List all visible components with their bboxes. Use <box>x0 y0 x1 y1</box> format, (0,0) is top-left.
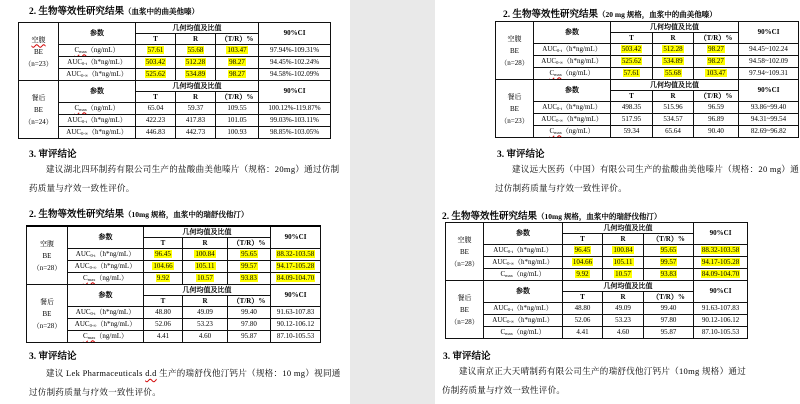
param-cell: $AUC_{0-t}(h*ng/mL)$ <box>68 249 144 261</box>
param-header: 参数 <box>534 80 611 102</box>
reference-header: R <box>183 296 228 307</box>
column-gutter <box>350 0 435 404</box>
ci-value-cell: 84.09-104.70 <box>694 269 748 281</box>
ratio-value-cell: 103.47 <box>694 68 739 80</box>
geo-mean-header: 几何均值及比值 <box>611 80 739 91</box>
ratio-value-cell: 93.83 <box>644 269 694 281</box>
test-value-cell: 104.66 <box>144 261 183 273</box>
table-row <box>446 303 748 315</box>
param-cell: $C_{max}(ng/mL)$ <box>534 68 611 80</box>
geo-mean-header: 几何均值及比值 <box>611 22 739 33</box>
table-row <box>27 331 321 343</box>
reference-header: R <box>603 292 644 303</box>
reference-header: R <box>653 91 694 102</box>
reference-value-cell: 534.89 <box>653 56 694 68</box>
ratio-value-cell: 99.57 <box>228 261 271 273</box>
table-row <box>446 327 748 339</box>
ratio-header: （T/R）% <box>694 91 739 102</box>
section-subtitle: （血浆中的曲美他嗪） <box>124 7 200 16</box>
ci-header: 90%CI <box>694 223 748 245</box>
test-header: T <box>144 238 183 249</box>
ci-header: 90%CI <box>271 226 321 249</box>
table-row <box>19 45 331 57</box>
ratio-value-cell: 96.89 <box>694 114 739 126</box>
ratio-header: （T/R）% <box>216 92 259 103</box>
ci-header: 90%CI <box>271 285 321 307</box>
section-number: 2. <box>29 210 39 220</box>
ratio-value-cell: 97.80 <box>644 315 694 327</box>
table-row <box>27 249 321 261</box>
conclusion-line: 药质量与疗效一致性评价。 <box>29 183 135 193</box>
ratio-value-cell: 98.27 <box>216 69 259 81</box>
reference-value-cell: 10.57 <box>183 273 228 285</box>
ci-header: 90%CI <box>739 22 799 44</box>
ci-value-cell: 82.69~96.82 <box>739 126 799 138</box>
param-cell: $C_{max}(ng/mL)$ <box>68 273 144 285</box>
test-header: T <box>136 92 176 103</box>
section-subtitle: （10mg 规格，血浆中的瑞舒伐他汀） <box>537 212 662 221</box>
be-results-table <box>26 225 321 343</box>
geo-mean-header: 几何均值及比值 <box>136 23 259 34</box>
reference-value-cell: 105.11 <box>603 257 644 269</box>
ci-value-cell: 98.85%-103.05% <box>259 127 331 139</box>
be-results-table <box>495 21 799 138</box>
ci-value-cell: 94.58~102.09 <box>739 56 799 68</box>
reference-value-cell: 10.57 <box>603 269 644 281</box>
ratio-header: （T/R）% <box>644 234 694 245</box>
ci-value-cell: 94.58%-102.09% <box>259 69 331 81</box>
section2-title <box>29 206 248 220</box>
section-number: 2. <box>442 212 452 222</box>
reference-value-cell: 55.68 <box>176 45 216 57</box>
ratio-value-cell: 98.27 <box>694 56 739 68</box>
param-cell: $AUC_{0-\infty}(h*ng/mL)$ <box>68 319 144 331</box>
test-value-cell: 48.80 <box>563 303 603 315</box>
reference-value-cell: 4.60 <box>183 331 228 343</box>
conclusion-line: 仿制药质量与疗效一致性评价。 <box>442 385 566 395</box>
test-value-cell: 57.61 <box>136 45 176 57</box>
group-cell: 餐后 BE （n=28） <box>27 285 68 343</box>
ratio-value-cell: 95.87 <box>228 331 271 343</box>
ci-value-cell: 94.45%-102.24% <box>259 57 331 69</box>
table-row <box>27 307 321 319</box>
ratio-value-cell: 99.57 <box>644 257 694 269</box>
param-cell: $C_{max}(ng/mL)$ <box>68 331 144 343</box>
ci-value-cell: 87.10-105.53 <box>694 327 748 339</box>
section-heading: 生物等效性研究结果 <box>451 212 538 222</box>
ci-value-cell: 97.94~109.31 <box>739 68 799 80</box>
test-header: T <box>144 296 183 307</box>
ci-value-cell: 90.12-106.12 <box>694 315 748 327</box>
table-row <box>19 127 331 139</box>
param-cell: $AUC_{0-t}(h*ng/mL)$ <box>484 245 563 257</box>
param-header: 参数 <box>484 223 563 245</box>
reference-value-cell: 49.09 <box>183 307 228 319</box>
param-cell: $AUC_{0-t}(h*ng/mL)$ <box>59 115 136 127</box>
conclusion-line: 建议湖北四环制药有限公司生产的盐酸曲美他嗪片（规格：20mg）通过仿制 <box>46 164 340 174</box>
reference-value-cell: 512.28 <box>653 44 694 56</box>
table-row <box>19 57 331 69</box>
reference-value-cell: 515.96 <box>653 102 694 114</box>
ratio-header: （T/R）% <box>228 296 271 307</box>
table-row <box>496 56 799 68</box>
group-cell: 空腹 BE （n=28） <box>27 226 68 285</box>
section-number: 2. <box>503 10 513 20</box>
reference-value-cell: 442.73 <box>176 127 216 139</box>
ci-header: 90%CI <box>259 81 331 103</box>
ratio-value-cell: 100.93 <box>216 127 259 139</box>
reference-value-cell: 534.89 <box>176 69 216 81</box>
reference-value-cell: 512.28 <box>176 57 216 69</box>
reference-header: R <box>603 234 644 245</box>
reference-value-cell: 4.60 <box>603 327 644 339</box>
section-trimetazidine-hubei <box>0 0 350 202</box>
param-cell: $AUC_{0-t}(h*ng/mL)$ <box>68 307 144 319</box>
section-number: 2. <box>29 7 39 17</box>
test-value-cell: 48.80 <box>144 307 183 319</box>
test-value-cell: 52.06 <box>144 319 183 331</box>
param-cell: $AUC_{0-\infty}(h*ng/mL)$ <box>484 257 563 269</box>
group-cell: 餐后 BE （n=24） <box>19 81 59 139</box>
reference-header: R <box>176 34 216 45</box>
test-value-cell: 422.23 <box>136 115 176 127</box>
geo-mean-header: 几何均值及比值 <box>144 226 271 238</box>
group-cell: 空腹 BE （n=28） <box>496 22 534 80</box>
param-cell: $C_{max}(ng/mL)$ <box>59 45 136 57</box>
section3-title: 3. 审评结论 <box>497 150 545 160</box>
param-cell: $C_{max}(ng/mL)$ <box>534 126 611 138</box>
table-row <box>496 126 799 138</box>
table-row <box>19 69 331 81</box>
conclusion-line: 建议远大医药（中国）有限公司生产的盐酸曲美他嗪片（规格：20 mg）通 <box>512 164 799 174</box>
test-value-cell: 498.35 <box>611 102 653 114</box>
reference-value-cell: 100.84 <box>183 249 228 261</box>
test-header: T <box>563 234 603 245</box>
ci-value-cell: 88.32-103.58 <box>694 245 748 257</box>
ci-value-cell: 90.12-106.12 <box>271 319 321 331</box>
conclusion-text <box>495 160 799 198</box>
ci-value-cell: 97.94%-109.31% <box>259 45 331 57</box>
test-value-cell: 9.92 <box>144 273 183 285</box>
test-value-cell: 52.06 <box>563 315 603 327</box>
geo-mean-header: 几何均值及比值 <box>563 281 694 292</box>
ratio-value-cell: 99.40 <box>644 303 694 315</box>
table-row <box>446 245 748 257</box>
param-header: 参数 <box>59 81 136 103</box>
ratio-value-cell: 98.27 <box>694 44 739 56</box>
be-results-table <box>18 22 331 139</box>
ci-value-cell: 84.09-104.70 <box>271 273 321 285</box>
group-cell: 餐后 BE （n=23） <box>496 80 534 138</box>
test-value-cell: 96.45 <box>563 245 603 257</box>
section-subtitle: （20 mg 规格，血浆中的曲美他嗪） <box>598 10 717 19</box>
ci-value-cell: 88.32-103.58 <box>271 249 321 261</box>
ratio-value-cell: 93.83 <box>228 273 271 285</box>
ci-value-cell: 94.17-105.28 <box>271 261 321 273</box>
ratio-value-cell: 109.55 <box>216 103 259 115</box>
section-heading: 生物等效性研究结果 <box>512 10 599 20</box>
ratio-value-cell: 95.65 <box>228 249 271 261</box>
ratio-value-cell: 103.47 <box>216 45 259 57</box>
test-value-cell: 525.62 <box>611 56 653 68</box>
param-cell: $AUC_{0-t}(h*ng/mL)$ <box>534 102 611 114</box>
reference-value-cell: 59.37 <box>176 103 216 115</box>
reference-value-cell: 417.83 <box>176 115 216 127</box>
param-header: 参数 <box>68 285 144 307</box>
reference-header: R <box>176 92 216 103</box>
table-row <box>496 44 799 56</box>
test-value-cell: 525.62 <box>136 69 176 81</box>
test-value-cell: 4.41 <box>563 327 603 339</box>
ci-header: 90%CI <box>259 23 331 45</box>
param-cell: $C_{max}(ng/mL)$ <box>484 327 563 339</box>
ci-value-cell: 94.17-105.28 <box>694 257 748 269</box>
group-cell: 空腹 BE （n=28） <box>446 223 484 281</box>
reference-header: R <box>183 238 228 249</box>
ci-header: 90%CI <box>739 80 799 102</box>
reference-value-cell: 65.64 <box>653 126 694 138</box>
ratio-value-cell: 95.65 <box>644 245 694 257</box>
table-row <box>496 68 799 80</box>
test-header: T <box>611 33 653 44</box>
group-cell: 餐后 BE （n=28） <box>446 281 484 339</box>
reference-header: R <box>653 33 694 44</box>
section-trimetazidine-grandpharma <box>435 0 800 202</box>
test-value-cell: 517.95 <box>611 114 653 126</box>
ci-value-cell: 99.03%-103.11% <box>259 115 331 127</box>
param-header: 参数 <box>68 226 144 249</box>
table-row <box>496 114 799 126</box>
conclusion-line: 建议南京正大天晴制药有限公司生产的瑞舒伐他汀钙片（10mg 规格）通过 <box>459 366 746 376</box>
conclusion-line: 过仿制药质量与疗效一致性评价。 <box>29 387 162 397</box>
test-value-cell: 104.66 <box>563 257 603 269</box>
ratio-value-cell: 90.40 <box>694 126 739 138</box>
ci-value-cell: 94.31~99.54 <box>739 114 799 126</box>
table-row <box>27 273 321 285</box>
table-row <box>27 261 321 273</box>
test-header: T <box>611 91 653 102</box>
test-value-cell: 4.41 <box>144 331 183 343</box>
conclusion-text <box>442 362 746 400</box>
section3-title: 3. 审评结论 <box>29 150 77 160</box>
reference-value-cell: 100.84 <box>603 245 644 257</box>
param-header: 参数 <box>484 281 563 303</box>
ci-value-cell: 100.12%-119.87% <box>259 103 331 115</box>
ci-value-cell: 91.63-107.83 <box>694 303 748 315</box>
param-cell: $AUC_{0-t}(h*ng/mL)$ <box>534 44 611 56</box>
group-cell: 空腹 BE （n=23） <box>19 23 59 81</box>
test-value-cell: 503.42 <box>136 57 176 69</box>
param-cell: $AUC_{0-\infty}(h*ng/mL)$ <box>68 261 144 273</box>
geo-mean-header: 几何均值及比值 <box>563 223 694 234</box>
section2-title <box>442 208 661 222</box>
param-cell: $C_{max}(ng/mL)$ <box>59 103 136 115</box>
section-rosuvastatin-lek <box>0 202 350 404</box>
table-row <box>496 102 799 114</box>
ratio-value-cell: 95.87 <box>644 327 694 339</box>
conclusion-line: 过仿制药质量与疗效一致性评价。 <box>495 183 628 193</box>
test-header: T <box>136 34 176 45</box>
ratio-value-cell: 96.59 <box>694 102 739 114</box>
ratio-header: （T/R）% <box>228 238 271 249</box>
table-row <box>446 269 748 281</box>
test-value-cell: 59.34 <box>611 126 653 138</box>
reference-value-cell: 53.23 <box>183 319 228 331</box>
ci-value-cell: 94.45~102.24 <box>739 44 799 56</box>
table-row <box>19 115 331 127</box>
reference-value-cell: 49.09 <box>603 303 644 315</box>
param-header: 参数 <box>534 22 611 44</box>
test-header: T <box>563 292 603 303</box>
geo-mean-header: 几何均值及比值 <box>136 81 259 92</box>
ci-value-cell: 87.10-105.53 <box>271 331 321 343</box>
section2-title <box>29 3 199 17</box>
ratio-value-cell: 97.80 <box>228 319 271 331</box>
section-subtitle: （10mg 规格，血浆中的瑞舒伐他汀） <box>124 210 249 219</box>
ratio-header: （T/R）% <box>694 33 739 44</box>
param-cell: $AUC_{0-\infty}(h*ng/mL)$ <box>534 114 611 126</box>
reference-value-cell: 105.11 <box>183 261 228 273</box>
geo-mean-header: 几何均值及比值 <box>144 285 271 296</box>
conclusion-text <box>29 364 341 402</box>
ratio-header: （T/R）% <box>216 34 259 45</box>
param-cell: $AUC_{0-\infty}(h*ng/mL)$ <box>484 315 563 327</box>
ratio-value-cell: 99.40 <box>228 307 271 319</box>
param-cell: $C_{max}(ng/mL)$ <box>484 269 563 281</box>
section-heading: 生物等效性研究结果 <box>38 210 125 220</box>
section-heading: 生物等效性研究结果 <box>38 7 125 17</box>
test-value-cell: 503.42 <box>611 44 653 56</box>
ratio-value-cell: 101.05 <box>216 115 259 127</box>
test-value-cell: 446.83 <box>136 127 176 139</box>
table-row <box>19 103 331 115</box>
table-row <box>27 319 321 331</box>
table-row <box>446 315 748 327</box>
ci-header: 90%CI <box>694 281 748 303</box>
test-value-cell: 57.61 <box>611 68 653 80</box>
reference-value-cell: 534.57 <box>653 114 694 126</box>
param-cell: $AUC_{0-\infty}(h*ng/mL)$ <box>534 56 611 68</box>
table-row <box>446 257 748 269</box>
section3-title: 3. 审评结论 <box>29 352 77 362</box>
test-value-cell: 9.92 <box>563 269 603 281</box>
param-header: 参数 <box>59 23 136 45</box>
param-cell: $AUC_{0-t}(h*ng/mL)$ <box>484 303 563 315</box>
ci-value-cell: 93.86~99.40 <box>739 102 799 114</box>
ci-value-cell: 91.63-107.83 <box>271 307 321 319</box>
param-cell: $AUC_{0-t}(h*ng/mL)$ <box>59 57 136 69</box>
be-results-table <box>445 222 748 339</box>
reference-value-cell: 53.23 <box>603 315 644 327</box>
reference-value-cell: 55.68 <box>653 68 694 80</box>
section3-title: 3. 审评结论 <box>443 352 491 362</box>
conclusion-text <box>29 160 339 198</box>
test-value-cell: 65.04 <box>136 103 176 115</box>
ratio-header: （T/R）% <box>644 292 694 303</box>
conclusion-line: 建议 Lek Pharmaceuticals d.d 生产的瑞舒伐他汀钙片（规格：10 mg）视同通 <box>46 368 341 378</box>
param-cell: $AUC_{0-\infty}(h*ng/mL)$ <box>59 69 136 81</box>
ratio-value-cell: 98.27 <box>216 57 259 69</box>
test-value-cell: 96.45 <box>144 249 183 261</box>
section-rosuvastatin-cttq <box>435 202 800 404</box>
section2-title <box>503 6 717 20</box>
param-cell: $AUC_{0-\infty}(h*ng/mL)$ <box>59 127 136 139</box>
